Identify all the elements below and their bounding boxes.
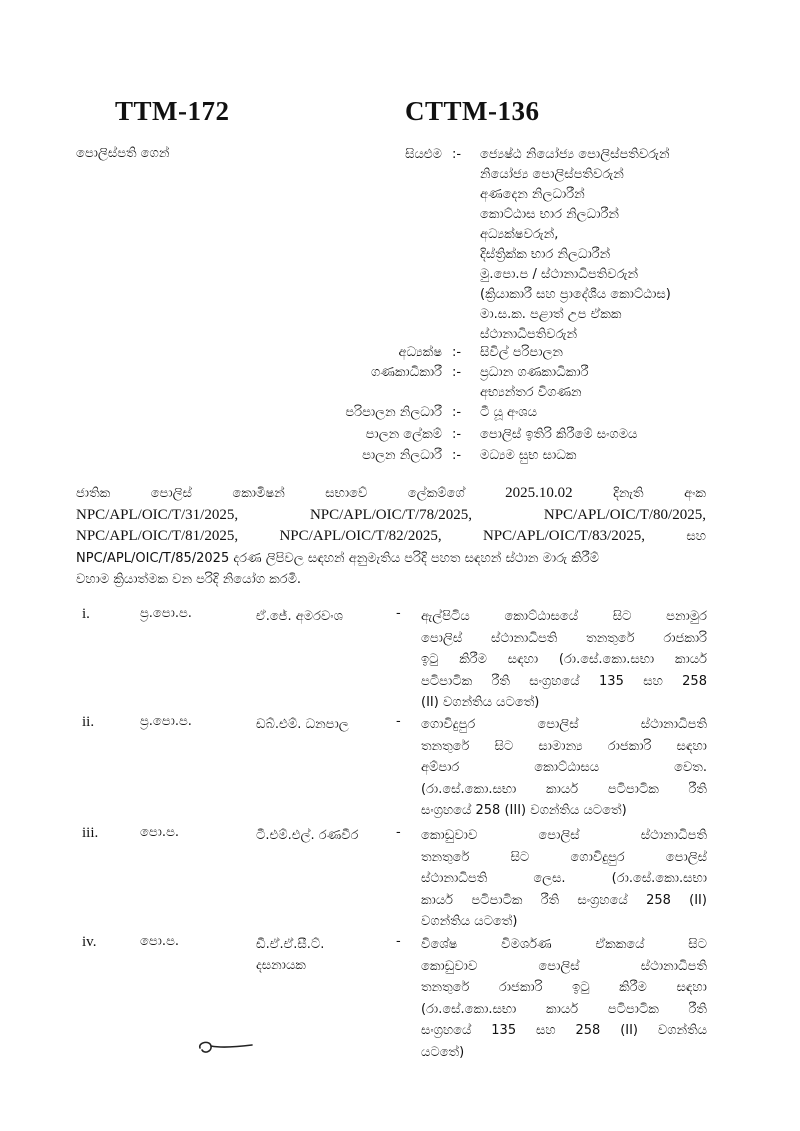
desc-line [421, 606, 707, 628]
desc-word: විමර්ශණ [501, 937, 552, 952]
desc-word: කාර්ය [546, 781, 579, 797]
recipient-separator: :- [452, 365, 462, 380]
recipient-separator: :- [452, 427, 462, 442]
officer-name [256, 934, 324, 976]
desc-word: 258 [646, 892, 671, 908]
desc-line [421, 934, 707, 956]
desc-word: (රා.සේ.කො.සභා [611, 871, 707, 886]
desc-word: ඒකකයේ [595, 937, 645, 952]
desc-line: (II) වගන්තිය යටතේ) [421, 695, 540, 710]
recipient-separator: :- [452, 405, 462, 420]
desc-word: රීති [688, 1001, 707, 1017]
desc-word: කොට්ඨාසයේ [504, 609, 579, 624]
intro-word: ජාතික [76, 486, 111, 501]
recipient-line: ප්‍රධාන ගණකාධිකාරී [480, 365, 589, 380]
desc-word: සිට [612, 609, 632, 624]
desc-word: සහ [643, 673, 663, 689]
desc-line [421, 999, 707, 1021]
officer-name [256, 825, 358, 846]
recipient-line: මු.පො.ප / ස්ථානාධිපතිවරුන් [480, 267, 639, 282]
desc-line [421, 977, 707, 999]
desc-word: පටිපාටික [607, 781, 659, 797]
doc-code-left: TTM-172 [115, 96, 230, 126]
doc-code-right: CTTM-136 [405, 96, 540, 126]
desc-line [421, 714, 707, 736]
intro-line-1 [76, 483, 706, 505]
desc-line [421, 956, 707, 978]
desc-word: වගන්තිය [657, 1023, 707, 1038]
recipient-line: ස්ථානාධිපතිවරුන් [480, 327, 578, 342]
recipient-separator: :- [452, 345, 462, 360]
desc-word: කිරීම [619, 980, 647, 995]
desc-line [421, 779, 707, 801]
transfer-description [421, 934, 707, 1063]
item-number: iv. [82, 934, 97, 950]
intro-date: 2025.10.02 [505, 485, 573, 501]
desc-word: ස්ථානාධිපති [640, 717, 707, 732]
reference-number: NPC/APL/OIC/T/80/2025, [543, 506, 706, 523]
desc-word: පොලිස් [421, 630, 463, 646]
desc-word: සිට [510, 849, 530, 865]
intro-line-5: වහාම ක්‍රියාත්මක වන පරිදි නියෝග කරමි. [76, 572, 302, 587]
desc-word: (II) [620, 1023, 638, 1038]
intro-word: සභාවේ [325, 486, 368, 501]
item-number: ii. [82, 714, 95, 730]
desc-word: පටිපාටික [607, 1001, 659, 1017]
desc-word: රාජකාරි [498, 980, 543, 995]
recipient-label: සියළුම [405, 147, 442, 162]
desc-word: කිරීම [459, 652, 487, 667]
desc-word: පොලිස් [537, 717, 579, 732]
recipient-line: මා.ස.ක. පළාත් උප ඒකක [480, 307, 622, 322]
desc-word: තනතුරේ [421, 849, 470, 865]
desc-word: සංග්‍රහයේ [577, 892, 628, 908]
desc-word: 258 [575, 1023, 601, 1038]
desc-word: සඳහා [676, 980, 707, 995]
desc-word: පොලිස් [538, 828, 580, 843]
desc-word: (රා.සේ.කො.සභා [558, 652, 655, 667]
reference-number: NPC/APL/OIC/T/31/2025, [76, 506, 239, 523]
recipient-lines [480, 145, 671, 345]
recipient-lines [480, 363, 588, 403]
officer-rank: පො.ප. [140, 825, 179, 840]
officer-name-line: ටී.එම්.එල්. රණවීර [256, 828, 359, 843]
desc-line [421, 649, 707, 671]
recipient-separator: :- [452, 448, 462, 463]
desc-word: රීති [491, 673, 510, 689]
desc-word: රීති [688, 781, 707, 797]
intro-word: පොලිස් [150, 486, 192, 501]
item-dash: - [396, 934, 401, 949]
desc-line [421, 628, 707, 650]
recipient-label: අධ්‍යක්ෂ [398, 345, 442, 360]
desc-word: කොඩුවාව [421, 958, 478, 974]
desc-line [421, 736, 707, 758]
desc-word: කාර්ය [421, 892, 454, 908]
desc-word: සංග්‍රහයේ [529, 673, 580, 689]
desc-word: පනාමුර [666, 609, 707, 624]
desc-line [421, 825, 707, 847]
desc-word: රාජකාරි [607, 738, 652, 754]
desc-line: වගන්තිය යටතේ) [421, 914, 518, 929]
reference-number: NPC/APL/OIC/T/82/2025, [279, 528, 442, 544]
reference-number: NPC/APL/OIC/T/83/2025, [482, 528, 646, 544]
desc-word: රීති [540, 892, 560, 908]
recipient-line: අධ්‍යක්ෂවරුන්, [480, 227, 559, 242]
intro-paragraph [76, 483, 706, 591]
desc-word: පටිපාටික [421, 673, 473, 689]
desc-word: ඉටු [572, 980, 590, 995]
intro-word: අංක [684, 486, 706, 501]
from-line: පොලිස්පති ගෙන් [76, 146, 170, 161]
desc-word: 258 [682, 673, 707, 689]
recipient-label: පාලන නිලධාරී [362, 448, 442, 463]
desc-line: යටතේ) [421, 1044, 465, 1060]
desc-word: සඳහා [676, 738, 707, 754]
transfer-description [421, 606, 707, 714]
recipient-line: අණදෙන නිලධාරීන් [480, 187, 585, 202]
desc-word: තනතුරේ [586, 630, 635, 646]
officer-rank: ප්‍ර.පො.ප. [140, 606, 192, 621]
desc-word: තනතුරේ [421, 738, 470, 754]
officer-name [256, 714, 349, 735]
reference-number: NPC/APL/OIC/T/78/2025, [309, 506, 473, 523]
recipient-line: සිවිල් පරිපාලන [480, 345, 563, 360]
recipient-line: මධ්‍යම සුභ සාධක [480, 448, 577, 463]
desc-word: රාජකාරි [663, 630, 707, 646]
desc-word: ස්ථානාධිපති [640, 828, 707, 843]
desc-word: කාර්ය [674, 652, 707, 667]
item-dash: - [396, 606, 401, 621]
desc-word: සහ [536, 1023, 556, 1038]
recipient-label: ගණකාධිකාරී [370, 365, 442, 380]
desc-word: සාමාන්‍ය [538, 738, 583, 754]
intro-word: ලේකම්ගේ [407, 486, 465, 501]
intro-line-3 [76, 526, 706, 548]
intro-word: සහ [686, 529, 706, 544]
desc-line [421, 890, 707, 912]
desc-word: (රා.සේ.කො.සභා [421, 1001, 517, 1017]
desc-word: ස්ථානාධිපති [491, 630, 558, 646]
recipient-line: දිස්ත්‍රික්ක භාර නිලධාරීන් [480, 247, 611, 262]
desc-word: ඇල්පිටිය [421, 609, 470, 624]
desc-word: කොට්ඨාසය [534, 760, 600, 775]
recipient-line: ටී යූ අංශය [480, 405, 537, 420]
handwritten-mark-icon [196, 1034, 256, 1064]
desc-word: ලෙස. [533, 871, 566, 886]
desc-word: තනතුරේ [421, 980, 470, 995]
desc-line [421, 757, 707, 779]
desc-word: 135 [599, 673, 624, 689]
desc-word: කාර්ය [546, 1001, 579, 1017]
intro-word: කොමිෂන් [232, 486, 285, 501]
desc-word: පොලිස් [538, 958, 580, 974]
recipient-lines [480, 343, 563, 363]
recipient-separator: :- [452, 147, 462, 162]
item-number: i. [82, 606, 90, 622]
item-dash: - [396, 825, 401, 840]
desc-word: ගොවිදුපුර [570, 849, 625, 865]
desc-word: පොලිස් [665, 849, 707, 865]
item-number: iii. [82, 825, 99, 841]
officer-name-line: ඩී.ඒ.ඒ.සී.ට්. [256, 937, 325, 952]
recipient-line: අභ්‍යන්තර විගණන [480, 385, 582, 400]
recipient-label: පරිපාලන නිලධාරී [345, 405, 442, 420]
recipient-line: නියෝජ්‍ය පොලිස්පතිවරුන් [480, 167, 624, 182]
desc-word: අම්පාර [421, 760, 460, 775]
reference-number: NPC/APL/OIC/T/81/2025, [76, 528, 239, 544]
recipient-lines [480, 403, 537, 423]
recipient-line: (ක්‍රියාකාරී සහ ප්‍රාදේශීය කොට්ඨාස) [480, 287, 671, 302]
desc-line [421, 868, 707, 890]
desc-word: (II) [689, 892, 707, 908]
intro-word: දිනැති [613, 486, 644, 501]
desc-line [421, 1020, 707, 1042]
officer-name-line: ඒ.ජේ. අමරවංශ [256, 609, 343, 624]
desc-word: ස්ථානාධිපති [421, 871, 488, 886]
desc-word: වෙත. [674, 760, 707, 775]
recipient-line: කොට්ඨාස භාර නිලධාරීන් [480, 207, 619, 222]
recipient-line: ජ්‍යෙෂ්ඨ නියෝජ්‍ය පොලිස්පතිවරුන් [480, 147, 670, 162]
desc-line: සංග්‍රහයේ 258 (III) වගන්තිය යටතේ) [421, 803, 627, 818]
desc-word: කොඩුවාව [421, 828, 478, 843]
desc-word: ඉටු [421, 652, 439, 667]
desc-word: ගොවිදුපුර [421, 717, 476, 732]
officer-name-line: ඩබ්.එම්. ධනපාල [256, 717, 349, 732]
desc-word: සංග්‍රහයේ [421, 1023, 472, 1038]
desc-word: සඳහා [507, 652, 539, 667]
desc-word: සිට [494, 738, 514, 754]
intro-line-4: NPC/APL/OIC/T/85/2025 දරණ ලිපිවල සඳහන් අනුමැතිය පරිදි පහත සඳහන් ස්ථාන මාරු කිරීම් [76, 550, 599, 566]
desc-line [421, 847, 707, 869]
desc-word: (රා.සේ.කො.සභා [421, 781, 517, 797]
officer-name-line: දසනායක [256, 958, 306, 973]
desc-line [421, 671, 707, 693]
item-dash: - [396, 714, 401, 729]
recipient-label: පාලන ලේකම් [365, 427, 442, 442]
officer-rank: පො.ප. [140, 934, 179, 949]
intro-line-2 [76, 505, 706, 527]
recipient-lines [480, 446, 576, 466]
transfer-description [421, 825, 707, 933]
recipient-lines [480, 425, 637, 445]
desc-word: පටිපාටික [471, 892, 523, 908]
transfer-description [421, 714, 707, 822]
desc-word: විශේෂ [421, 937, 458, 952]
desc-word: ස්ථානාධිපති [640, 958, 707, 974]
officer-rank: ප්‍ර.පො.ප. [140, 714, 192, 729]
officer-name [256, 606, 343, 627]
desc-word: සිට [688, 937, 707, 952]
desc-word: 135 [491, 1023, 517, 1038]
recipient-line: පොලිස් ඉතිරි කිරීමේ සංගමය [480, 427, 638, 442]
